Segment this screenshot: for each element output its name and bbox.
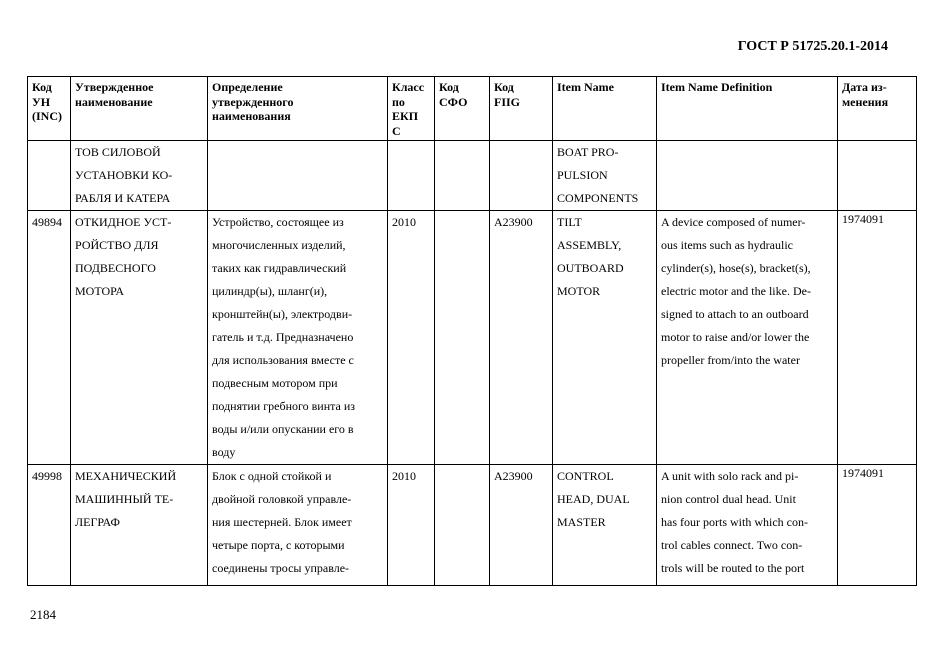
table-row [28,141,917,211]
cell-text-line: поднятии гребного винта из [212,399,355,413]
cell-text-line: 1974091 [842,212,884,226]
cell-text-line: ния шестерней. Блок имеет [212,515,352,529]
code-cell [28,211,71,465]
cell-text-line: ASSEMBLY, [557,238,622,252]
class-cell [388,465,435,586]
cell-text-line: ПОДВЕСНОГО [75,261,156,275]
class-cell [388,211,435,465]
cell-text-line: PULSION [557,168,608,182]
item-definition-cell [657,211,838,465]
column-header-line: Дата из- [842,80,887,94]
cell-text-line: цилиндр(ы), шланг(и), [212,284,328,298]
column-header [490,77,553,141]
cell-text-line: РАБЛЯ И КАТЕРА [75,191,171,205]
name-cell [71,141,208,211]
column-header [553,77,657,141]
column-header-line: Код [32,80,52,94]
column-header [388,77,435,141]
cell-text-line: cylinder(s), hose(s), bracket(s), [661,261,811,275]
fiig-cell [490,141,553,211]
catalog-table [27,76,917,586]
item-definition-cell [657,141,838,211]
sfo-cell [435,141,490,211]
cell-text-line: ous items such as hydraulic [661,238,793,252]
column-header-line: СФО [439,94,468,109]
fiig-cell [490,465,553,586]
date-cell [838,141,917,211]
column-header-line: (INC) [32,109,62,123]
cell-text-line: МОТОРА [75,284,124,298]
item-name-cell [553,465,657,586]
sfo-cell [435,465,490,586]
definition-cell [208,465,388,586]
cell-text-line: A23900 [494,215,533,229]
cell-text-line: OUTBOARD [557,261,624,275]
page-number: 2184 [30,607,56,622]
class-cell [388,141,435,211]
column-header-line: по [392,94,405,109]
sfo-cell [435,211,490,465]
table-header-row [28,77,917,141]
cell-text-line: BOAT PRO- [557,145,619,159]
cell-text-line: многочисленных изделий, [212,238,346,252]
cell-text-line: таких как гидравлический [212,261,347,275]
column-header-line: С [392,123,401,138]
column-header-line: Код [439,80,459,94]
definition-cell [208,141,388,211]
fiig-cell [490,211,553,465]
code-cell [28,141,71,211]
cell-text-line: A unit with solo rack and pi- [661,469,799,483]
cell-text-line: TILT [557,215,582,229]
cell-text-line: motor to raise and/or lower the [661,330,810,344]
cell-text-line: воды и/или опускании его в [212,422,354,436]
definition-cell [208,211,388,465]
cell-text-line: МАШИННЫЙ ТЕ- [75,492,174,506]
column-header-line: ЕКП [392,109,419,123]
item-name-cell [553,211,657,465]
column-header-line: наименования [212,109,291,123]
cell-text-line: гатель и т.д. Предназначено [212,330,354,344]
cell-text-line: ЛЕГРАФ [75,515,120,529]
date-cell [838,465,917,586]
date-cell [838,211,917,465]
column-header-line: Код [494,80,514,94]
column-header-line: менения [842,94,889,109]
table-row [28,465,917,586]
column-header [435,77,490,141]
cell-text-line: nion control dual head. Unit [661,492,796,506]
cell-text-line: MASTER [557,515,606,529]
cell-text-line: ТОВ СИЛОВОЙ [75,145,161,159]
name-cell [71,211,208,465]
column-header-line: Класс [392,80,425,94]
column-header-line: FIIG [494,94,521,109]
cell-text-line: CONTROL [557,469,614,483]
cell-text-line: trol cables connect. Two con- [661,538,803,552]
item-name-cell [553,141,657,211]
column-header [657,77,838,141]
cell-text-line: двойной головкой управле- [212,492,352,506]
column-header-line: Утвержденное [75,80,154,94]
column-header [28,77,71,141]
cell-text-line: подвесным мотором при [212,376,338,390]
cell-text-line: COMPONENTS [557,191,639,205]
cell-text-line: trols will be routed to the port [661,561,805,575]
cell-text-line: воду [212,445,236,459]
cell-text-line: A device composed of numer- [661,215,806,229]
cell-text-line: electric motor and the like. De- [661,284,811,298]
cell-text-line: 2010 [392,469,416,483]
cell-text-line: для использования вместе с [212,353,354,367]
column-header [71,77,208,141]
cell-text-line: МЕХАНИЧЕСКИЙ [75,469,177,483]
column-header-line: УН [32,94,51,109]
column-header-line: Item Name Definition [661,80,773,94]
cell-text-line: Устройство, состоящее из [212,215,344,229]
name-cell [71,465,208,586]
cell-text-line: ОТКИДНОЕ УСТ- [75,215,172,229]
cell-text-line: 49894 [32,215,62,229]
table-row [28,211,917,465]
cell-text-line: РОЙСТВО ДЛЯ [75,238,159,252]
column-header-line: Определение [212,80,283,94]
cell-text-line: кронштейн(ы), электродви- [212,307,353,321]
cell-text-line: 1974091 [842,466,884,480]
column-header [838,77,917,141]
cell-text-line: Блок с одной стойкой и [212,469,332,483]
cell-text-line: 2010 [392,215,416,229]
cell-text-line: propeller from/into the water [661,353,800,367]
cell-text-line: 49998 [32,469,62,483]
column-header-line: Item Name [557,80,614,94]
column-header [208,77,388,141]
cell-text-line: MOTOR [557,284,601,298]
cell-text-line: УСТАНОВКИ КО- [75,168,173,182]
cell-text-line: A23900 [494,469,533,483]
cell-text-line: четыре порта, с которыми [212,538,345,552]
cell-text-line: HEAD, DUAL [557,492,630,506]
item-definition-cell [657,465,838,586]
column-header-line: утвержденного [212,94,294,109]
column-header-line: наименование [75,94,153,109]
code-cell [28,465,71,586]
cell-text-line: signed to attach to an outboard [661,307,809,321]
document-standard-header: ГОСТ Р 51725.20.1-2014 [737,39,888,54]
cell-text-line: has four ports with which con- [661,515,808,529]
cell-text-line: соединены тросы управле- [212,561,350,575]
